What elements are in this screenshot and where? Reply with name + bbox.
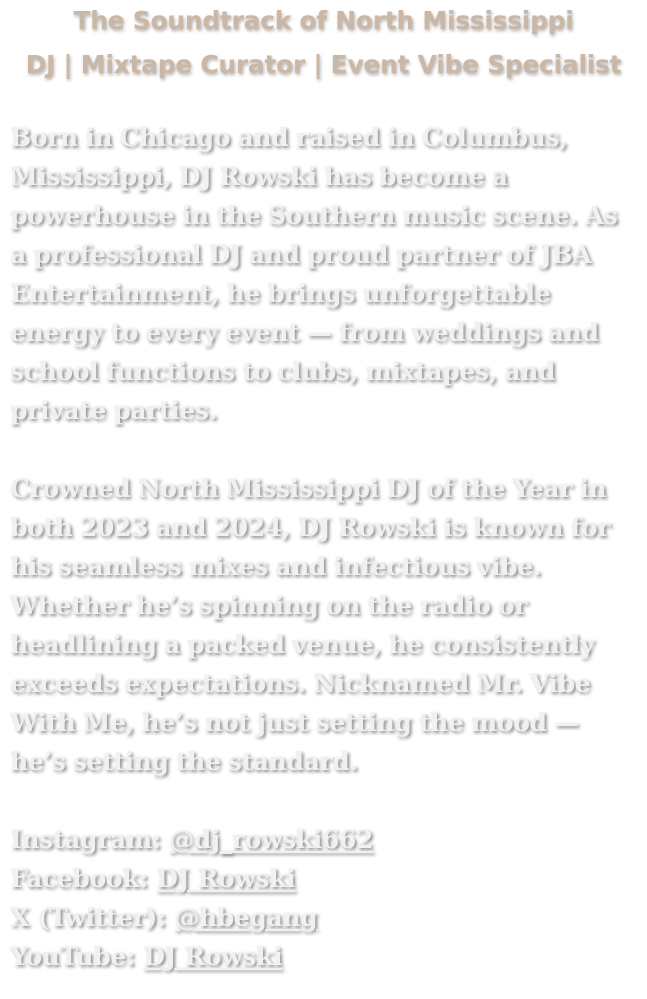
facebook-line (10, 859, 637, 898)
instagram-label: Instagram: (10, 825, 170, 854)
twitter-label: X (Twitter): (10, 903, 175, 932)
youtube-link[interactable]: DJ Rowski (143, 942, 283, 971)
bio-paragraph-1: Born in Chicago and raised in Columbus, Mississippi, DJ Rowski has become a powerhouse in the Southern music scene. As a professional DJ and proud partner of JBA Entertainment, he brings unforgettable energy to every event — from weddings and school functions to clubs, mixtapes, and private parties. (10, 123, 618, 425)
instagram-link[interactable]: @dj_rowski662 (169, 825, 373, 854)
page-subtitle: DJ | Mixtape Curator | Event Vibe Specialist (25, 50, 622, 79)
youtube-line (10, 937, 637, 976)
instagram-line (10, 820, 637, 859)
social-links (10, 820, 637, 976)
bio-paragraph-2: Crowned North Mississippi DJ of the Year in both 2023 and 2024, DJ Rowski is known for his seamless mixes and infectious vibe. Whether he’s spinning on the radio or headlining a packed venue, he consistently exceeds expectations. Nicknamed Mr. Vibe With Me, he’s not just setting the mood — he’s setting the standard. (10, 474, 610, 776)
facebook-link[interactable]: DJ Rowski (156, 864, 296, 893)
twitter-link[interactable]: @hbegang (174, 903, 318, 932)
page-title: The Soundtrack of North Mississippi (73, 6, 574, 35)
youtube-label: YouTube: (10, 942, 144, 971)
twitter-line (10, 898, 637, 937)
facebook-label: Facebook: (10, 864, 157, 893)
